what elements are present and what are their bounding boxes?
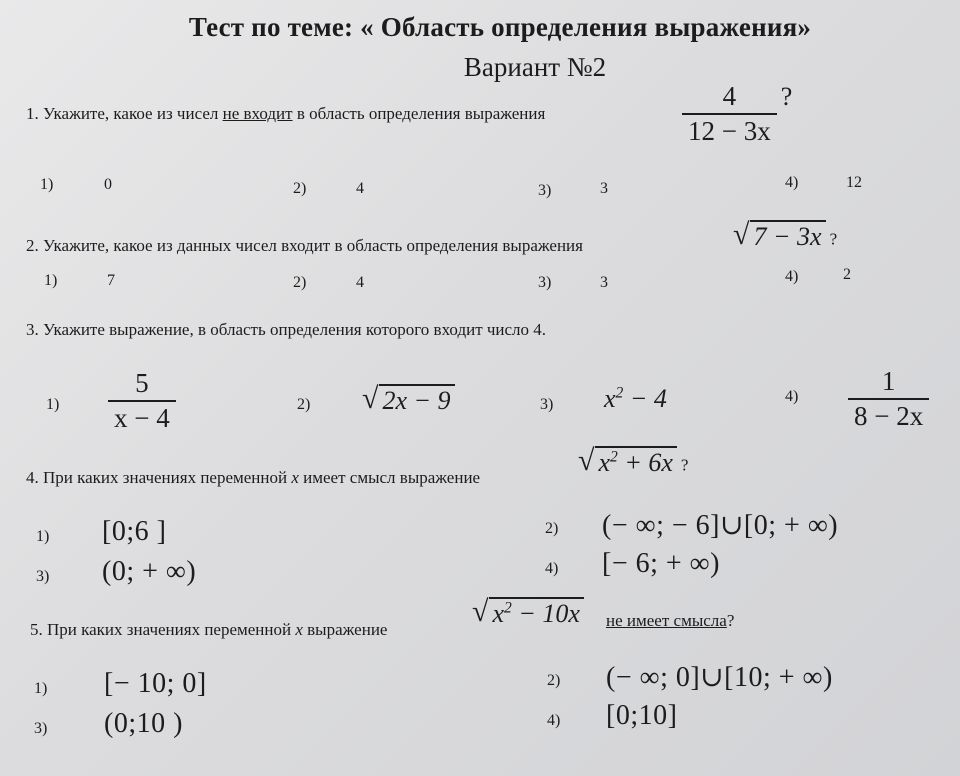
radical-sign-icon: √ bbox=[733, 218, 750, 252]
q2-option-1-value[interactable]: 7 bbox=[107, 272, 115, 289]
fraction bbox=[848, 368, 929, 430]
q4-option-4-number: 4) bbox=[545, 560, 559, 577]
expression-rest: − 10x bbox=[511, 599, 580, 628]
q4-option-1-value[interactable]: [0;6 ] bbox=[102, 516, 167, 547]
question-3-text: 3. Укажите выражение, в область определения которого входит число 4. bbox=[26, 320, 547, 339]
square-root bbox=[362, 384, 455, 414]
q2-option-3-number: 3) bbox=[538, 274, 552, 291]
q2-option-1-number: 1) bbox=[44, 272, 58, 289]
radical-sign-icon: √ bbox=[472, 595, 489, 629]
base: x bbox=[604, 384, 616, 413]
question-4-text-post: имеет смысл выражение bbox=[298, 468, 481, 487]
radicand: 2x − 9 bbox=[379, 384, 454, 414]
q3-option-3-expression[interactable] bbox=[604, 384, 667, 414]
question-mark: ? bbox=[726, 611, 735, 630]
question-mark: ? bbox=[780, 82, 793, 111]
radical-sign-icon: √ bbox=[362, 382, 379, 416]
fraction-denominator-text: 12 − 3x bbox=[688, 116, 771, 146]
fraction-denominator: 8 − 2x bbox=[848, 398, 929, 430]
q4-option-3-value[interactable]: (0; + ∞) bbox=[102, 556, 197, 587]
q3-option-2-number: 2) bbox=[297, 396, 311, 413]
q1-option-1-value[interactable]: 0 bbox=[104, 176, 112, 193]
q5-option-3-value[interactable]: (0;10 ) bbox=[104, 708, 183, 739]
question-5 bbox=[30, 620, 387, 640]
question-mark: ? bbox=[829, 229, 838, 249]
q4-option-3-number: 3) bbox=[36, 568, 50, 585]
q4-option-1-number: 1) bbox=[36, 528, 50, 545]
question-1-underlined: не входит bbox=[222, 104, 293, 123]
question-1-expression bbox=[682, 82, 792, 145]
q2-option-3-value[interactable]: 3 bbox=[600, 274, 608, 291]
q5-option-2-number: 2) bbox=[547, 672, 561, 689]
q1-option-2-value[interactable]: 4 bbox=[356, 180, 364, 197]
exponent: 2 bbox=[610, 448, 618, 466]
q1-option-1-number: 1) bbox=[40, 176, 54, 193]
exponent: 2 bbox=[504, 599, 512, 617]
q3-option-2-expression[interactable] bbox=[362, 384, 455, 414]
radicand bbox=[595, 446, 676, 476]
variable-x: x bbox=[295, 620, 303, 639]
q4-option-2-value[interactable]: (− ∞; − 6]∪[0; + ∞) bbox=[602, 510, 839, 541]
question-mark: ? bbox=[680, 455, 689, 475]
q4-option-4-value[interactable]: [− 6; + ∞) bbox=[602, 548, 720, 579]
q1-option-3-number: 3) bbox=[538, 182, 552, 199]
q3-option-3-number: 3) bbox=[540, 396, 554, 413]
fraction-numerator: 4 bbox=[722, 81, 737, 111]
question-2-text: 2. Укажите, какое из данных чисел входит в область определения выражения bbox=[26, 236, 583, 255]
fraction-numerator: 5 bbox=[135, 368, 149, 398]
expression-rest: + 6x bbox=[617, 448, 673, 477]
q3-option-4-expression[interactable] bbox=[848, 368, 929, 430]
q4-option-2-number: 2) bbox=[545, 520, 559, 537]
q2-option-2-value[interactable]: 4 bbox=[356, 274, 364, 291]
square-root bbox=[472, 597, 584, 627]
variant-label: Вариант №2 bbox=[463, 52, 607, 82]
fraction-numerator: 1 bbox=[881, 366, 896, 396]
q5-option-4-number: 4) bbox=[547, 712, 561, 729]
q5-option-1-value[interactable]: [− 10; 0] bbox=[104, 668, 207, 699]
q1-option-4-value[interactable]: 12 bbox=[846, 174, 862, 191]
base: x bbox=[598, 448, 611, 477]
q2-option-4-value[interactable]: 2 bbox=[843, 266, 851, 283]
question-4-expression bbox=[578, 446, 688, 476]
question-5-text-post: выражение bbox=[302, 620, 388, 639]
q5-option-3-number: 3) bbox=[34, 720, 48, 737]
square-root bbox=[733, 220, 826, 250]
radicand bbox=[489, 597, 583, 627]
q5-option-2-value[interactable]: (− ∞; 0]∪[10; + ∞) bbox=[606, 662, 833, 693]
question-1-text-pre: 1. Укажите, какое из чисел bbox=[26, 104, 223, 123]
q2-option-4-number: 4) bbox=[785, 268, 799, 285]
question-4-text-pre: 4. При каких значениях переменной bbox=[26, 468, 292, 487]
question-5-tail bbox=[606, 611, 734, 631]
q3-option-1-expression[interactable] bbox=[108, 370, 176, 432]
fraction-denominator: x − 4 bbox=[108, 400, 176, 432]
base: x bbox=[492, 599, 505, 628]
q5-option-4-value[interactable]: [0;10] bbox=[606, 700, 678, 731]
question-5-expression bbox=[472, 597, 584, 627]
question-5-text-pre: 5. При каких значениях переменной bbox=[30, 620, 296, 639]
radical-sign-icon: √ bbox=[578, 444, 595, 478]
expression-rest: − 4 bbox=[623, 384, 667, 413]
q2-option-2-number: 2) bbox=[293, 274, 307, 291]
question-1 bbox=[26, 104, 545, 124]
radicand: 7 − 3x bbox=[750, 220, 825, 250]
question-5-underlined: не имеет смысла bbox=[606, 611, 727, 630]
q1-option-2-number: 2) bbox=[293, 180, 307, 197]
q3-option-1-number: 1) bbox=[46, 396, 60, 413]
square-root bbox=[578, 446, 677, 476]
question-2-expression bbox=[733, 220, 837, 250]
q3-option-4-number: 4) bbox=[785, 388, 799, 405]
page-title: Тест по теме: « Область определения выражения» bbox=[188, 12, 812, 42]
q1-option-4-number: 4) bbox=[785, 174, 799, 191]
fraction-denominator bbox=[682, 113, 777, 145]
variable-x: x bbox=[291, 468, 299, 487]
fraction bbox=[682, 83, 777, 145]
fraction bbox=[108, 370, 176, 432]
q5-option-1-number: 1) bbox=[34, 680, 48, 697]
exponent: 2 bbox=[615, 384, 624, 402]
q1-option-3-value[interactable]: 3 bbox=[600, 180, 608, 197]
question-4 bbox=[26, 468, 480, 488]
question-1-text-post: в область определения выражения bbox=[292, 104, 546, 123]
